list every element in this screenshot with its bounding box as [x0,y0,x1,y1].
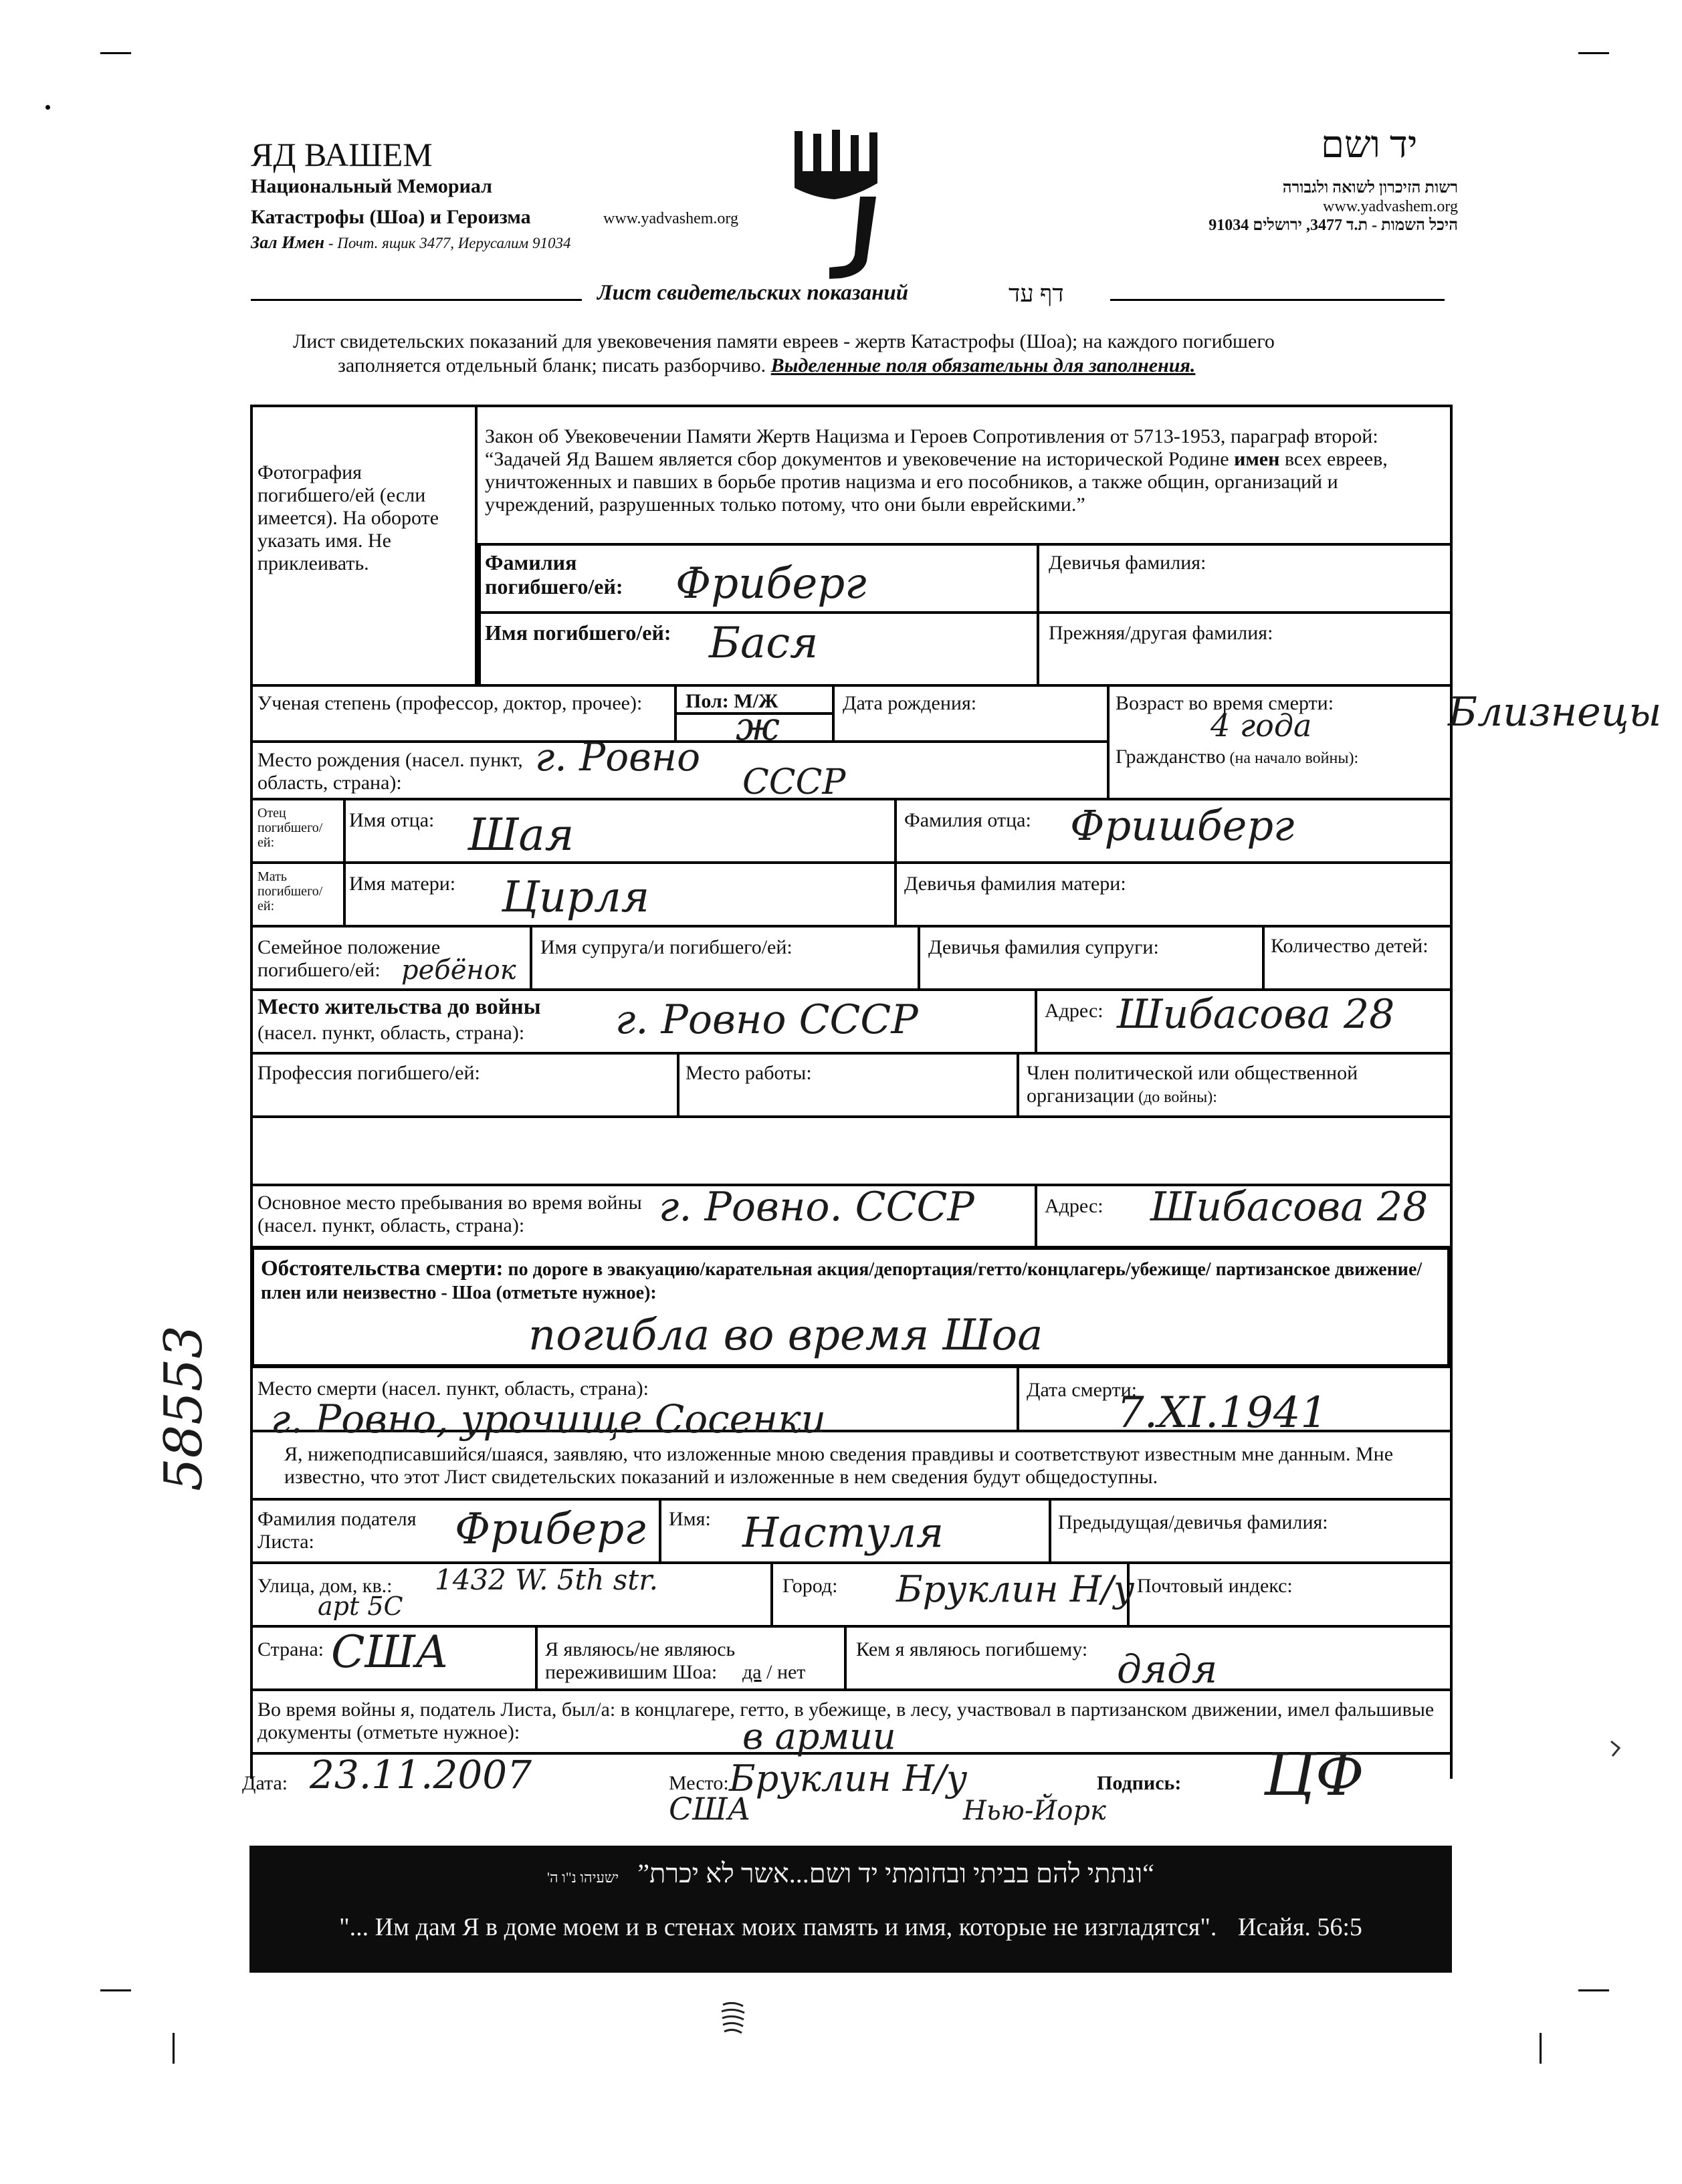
residence-value[interactable]: г. Ровно СССР [615,996,918,1043]
marital-label: Семейное положение погибшего/ей: [257,936,441,981]
hebrew-line3: היכל השמות - ת.ד 3477, ירושלים 91034 [1208,217,1458,234]
age-label: Возраст во время смерти: [1116,692,1334,714]
prev-surname-label: Прежняя/другая фамилия: [1049,622,1273,644]
org-name: ЯД ВАШЕМ [251,136,433,173]
birthdate-label: Дата рождения: [843,692,977,714]
signature-label: Подпись: [1097,1772,1182,1794]
title-rule-right [1110,299,1445,301]
banner-hebrew [249,1858,1452,1889]
submitter-prev-label: Предыдущая/девичья фамилия: [1058,1511,1328,1533]
hebrew-website: www.yadvashem.org [1323,198,1458,215]
circ-label-text: по дороге в эвакуацию/карательная акция/депортация/гетто/концлагерь/убежище/ партизанское движение/плен или неизвестно - Шоа (отметьте нужное): [261,1259,1423,1303]
mother-name-value[interactable]: Цирля [502,873,650,922]
firstname-label: Имя погибшего/ей: [485,621,671,645]
spouse-maiden-label: Девичья фамилия супруги: [928,936,1159,958]
submitter-surname-label: Фамилия подателя Листа: [257,1508,417,1553]
wartime-value[interactable]: г. Ровно. СССР [659,1184,974,1230]
relation-label: Кем я являюсь погибшему: [856,1638,1088,1660]
law-text [485,425,1435,516]
street-label: Улица, дом, кв.: [257,1575,393,1597]
country-label: Страна: [257,1638,324,1660]
side-scratch-icon [1608,1739,1622,1759]
street-value-1[interactable]: 1432 W. 5th str. [435,1563,659,1596]
crop-mark-bl-v [173,2033,175,2064]
member-small: (до войны): [1134,1089,1217,1106]
father-small-label: Отец погибшего/ ей: [257,806,323,850]
surname-label: Фамилия погибшего/ей: [485,550,623,598]
death-place-label: Место смерти (насел. пункт, область, страна): [257,1378,649,1400]
intro-emph: Выделенные поля обязательны для заполнения. [770,354,1196,376]
relation-value[interactable]: дядя [1117,1646,1218,1692]
firstname-value[interactable]: Бася [709,619,819,668]
law-text-2: всех евреев, уничтоженных и павших в борьбе против нацизма и его пособников, а также общин, организаций и учреждений, разрушенных только потому, что они были еврейскими.” [485,448,1388,516]
city-value[interactable]: Бруклин Н/у [896,1568,1135,1610]
law-text-bold: имен [1234,448,1280,470]
mother-maiden-label: Девичья фамилия матери: [904,873,1126,895]
birthplace-value-2[interactable]: СССР [742,762,846,802]
quote-banner [249,1846,1452,1973]
crop-mark-tr [1578,52,1609,54]
signature-value[interactable]: ЦФ [1264,1740,1364,1809]
yad-vashem-logo-icon [788,124,888,285]
intro-plain: заполняется отдельный бланк; писать разборчиво. [338,354,771,376]
wartime-label: Основное место пребывания во время войны (насел. пункт, область, страна): [257,1192,642,1236]
org-address [251,233,571,253]
banner-hebrew-text: “ונתתי להם בביתי ובחומתי יד ושם...אשר לא יכרת” [637,1858,1154,1888]
residence-addr-value[interactable]: Шибасова 28 [1117,991,1395,1038]
citizenship-small: (на начало войны): [1225,750,1359,767]
workplace-label: Место работы: [686,1062,812,1084]
banner-hebrew-ref: ישעיהו נ"ו ה' [547,1869,619,1886]
father-name-label: Имя отца: [349,809,435,831]
crop-mark-br-v [1540,2033,1542,2064]
postal-label: Почтовый индекс: [1137,1575,1293,1597]
father-surname-value[interactable]: Фришберг [1070,801,1295,850]
date-value[interactable]: 23.11.2007 [310,1752,532,1797]
place-label: Место: [669,1772,729,1794]
war-note-label: Во время войны я, податель Листа, был/а: в концлагере, гетто, в убежище, в лесу, участвовал в партизанском движении, имел фальшивые документы (отметьте нужное): [257,1699,1435,1743]
intro-line2 [338,354,1195,377]
crop-mark-br [1578,1989,1609,1991]
surname-value[interactable]: Фриберг [675,559,867,609]
photo-label: Фотография погибшего/ей (если имеется). На обороте указать имя. Не приклеивать. [257,461,439,574]
mother-small-label: Мать погибшего/ ей: [257,869,323,913]
survivor-no[interactable]: нет [776,1661,806,1683]
place-value-3[interactable]: Нью-Йорк [963,1795,1106,1826]
hole-punch-mark-icon [719,1999,747,2040]
death-date-label: Дата смерти: [1027,1379,1138,1401]
address-title: Зал Имен [251,233,325,252]
residence-label-sub: (насел. пункт, область, страна): [257,1022,525,1044]
residence-addr-label: Адрес: [1045,1000,1103,1022]
hebrew-line1: רשות הזיכרון לשואה ולגבורה [1282,179,1458,197]
scan-dot [45,105,50,110]
org-line1: Национальный Мемориал [251,175,492,197]
banner-russian-ref: Исайя. 56:5 [1237,1913,1362,1941]
birthplace-label: Место рождения (насел. пункт, область, страна): [257,749,523,794]
father-name-value[interactable]: Шая [468,809,574,861]
city-label: Город: [782,1575,838,1597]
org-website: www.yadvashem.org [603,210,738,227]
street-value-2[interactable]: apt 5C [318,1592,403,1621]
address-text: - Почт. ящик 3477, Иерусалим 91034 [324,235,571,251]
crop-mark-bl [100,1989,131,1991]
father-surname-label: Фамилия отца: [904,809,1031,831]
submitter-name-label: Имя: [669,1508,711,1530]
survivor-label: Я являюсь/не являюсь переживишим Шоа: [545,1638,736,1683]
banner-russian [257,1913,1444,1942]
intro-line1: Лист свидетельских показаний для увековечения памяти евреев - жертв Катастрофы (Шоа); на каждого погибшего [293,330,1275,352]
children-label: Количество детей: [1271,935,1429,957]
wartime-addr-value[interactable]: Шибасова 28 [1150,1184,1429,1230]
submitter-surname-value[interactable]: Фриберг [455,1505,646,1554]
margin-note: Близнецы [1448,689,1662,736]
place-value-2[interactable]: США [669,1791,751,1827]
spouse-name-label: Имя супруга/и погибшего/ей: [540,936,793,958]
citizenship-text: Гражданство [1116,746,1226,768]
crop-mark-tl [100,52,131,54]
survivor-sep: / [761,1661,777,1683]
war-note-value[interactable]: в армии [742,1715,896,1757]
sex-value[interactable]: ж [736,703,780,749]
wartime-addr-label: Адрес: [1045,1195,1103,1217]
sheet-title-hebrew: דף עד [1009,280,1064,307]
degree-label: Ученая степень (профессор, доктор, прочее): [257,692,643,714]
place-value-1[interactable]: Бруклин Н/у [729,1757,968,1799]
hebrew-name: יד ושם [1321,124,1418,166]
circ-value[interactable]: погибла во время Шоа [528,1311,1043,1360]
age-value[interactable]: 4 года [1211,707,1312,744]
title-rule-left [251,299,582,301]
member-text: Член политической или общественной организации [1027,1062,1358,1107]
marital-value[interactable]: ребёнок [401,955,516,986]
sheet-title: Лист свидетельских показаний [597,281,909,305]
page-stamp: 58553 [154,1325,214,1491]
law-text-1: Закон об Увековечении Памяти Жертв Нацизма и Героев Сопротивления от 5713-1953, параграф второй: “Задачей Яд Вашем является сбор документов и увековечение на исторической Родине [485,425,1378,470]
death-date-value[interactable]: 7.XI.1941 [1117,1388,1328,1438]
member-label [1027,1062,1441,1109]
declaration: Я, нижеподписавшийся/шаяся, заявляю, что изложенные мною сведения правдивы и соответствуют известным мне данным. Мне известно, что этот Лист свидетельских показаний и изложенные в нем сведения будут общедоступны. [284,1443,1394,1488]
mother-name-label: Имя матери: [349,873,456,895]
sex-label: Пол: М/Ж [686,690,778,712]
residence-label: Место жительства до войны [257,995,541,1019]
date-label: Дата: [242,1772,288,1794]
citizenship-label [1116,746,1358,770]
org-line2: Катастрофы (Шоа) и Героизма [251,206,531,228]
maiden-label: Девичья фамилия: [1049,552,1206,574]
profession-label: Профессия погибшего/ей: [257,1062,480,1084]
circ-label-bold: Обстоятельства смерти: [261,1257,504,1281]
submitter-name-value[interactable]: Настуля [742,1508,944,1557]
banner-russian-text: "... Им дам Я в доме моем и в стенах моих память и имя, которые не изгладятся". [339,1913,1217,1941]
survivor-yes[interactable]: да [742,1661,762,1683]
country-value[interactable]: США [331,1626,449,1678]
circumstances-label [261,1257,1438,1305]
death-place-value[interactable]: г. Ровно, урочище Сосенки [271,1396,827,1442]
survivor-choice [742,1661,805,1684]
birthplace-value-1[interactable]: г. Ровно [535,734,701,780]
